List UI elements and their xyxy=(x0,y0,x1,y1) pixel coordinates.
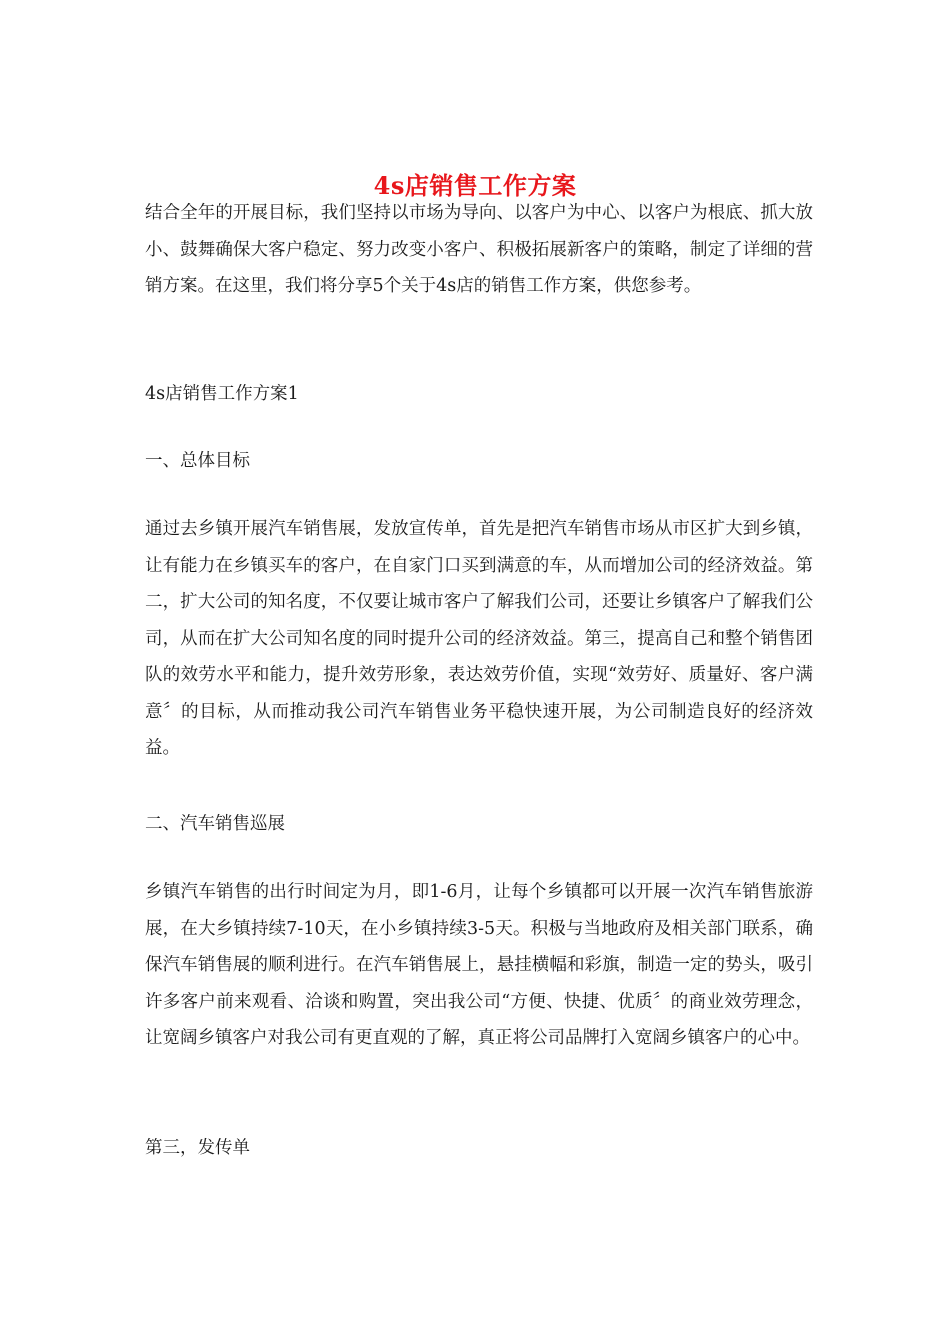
section-3-heading: 第三，发传单 xyxy=(145,1138,250,1158)
document-title: 4s店销售工作方案 xyxy=(373,171,577,201)
intro-paragraph: 结合全年的开展目标，我们坚持以市场为导向、以客户为中心、以客户为根底、抓大放小、鼓舞确保大客户稳定、努力改变小客户、积极拓展新客户的策略，制定了详细的营销方案。在这里，我们将分享5个关于4s店的销售工作方案，供您参考。 xyxy=(145,203,813,296)
section-2-heading: 二、汽车销售巡展 xyxy=(145,814,285,834)
section-2-paragraph: 乡镇汽车销售的出行时间定为月，即1-6月，让每个乡镇都可以开展一次汽车销售旅游展，在大乡镇持续7-10天，在小乡镇持续3-5天。积极与当地政府及相关部门联系，确保汽车销售展的顺利进行。在汽车销售展上，悬挂横幅和彩旗，制造一定的势头，吸引许多客户前来观看、洽谈和购置，突出我公司“方便、快捷、优质〞的商业效劳理念，让宽阔乡镇客户对我公司有更直观的了解，真正将公司品牌打入宽阔乡镇客户的心中。 xyxy=(145,882,813,1048)
section-1-heading: 一、总体目标 xyxy=(145,451,250,471)
plan-1-heading: 4s店销售工作方案1 xyxy=(145,384,299,404)
section-1-paragraph: 通过去乡镇开展汽车销售展，发放宣传单，首先是把汽车销售市场从市区扩大到乡镇，让有能力在乡镇买车的客户，在自家门口买到满意的车，从而增加公司的经济效益。第二，扩大公司的知名度，不仅要让城市客户了解我们公司，还要让乡镇客户了解我们公司，从而在扩大公司知名度的同时提升公司的经济效益。第三，提高自己和整个销售团队的效劳水平和能力，提升效劳形象，表达效劳价值，实现“效劳好、质量好、客户满意〞的目标，从而推动我公司汽车销售业务平稳快速开展，为公司制造良好的经济效益。 xyxy=(145,519,813,758)
